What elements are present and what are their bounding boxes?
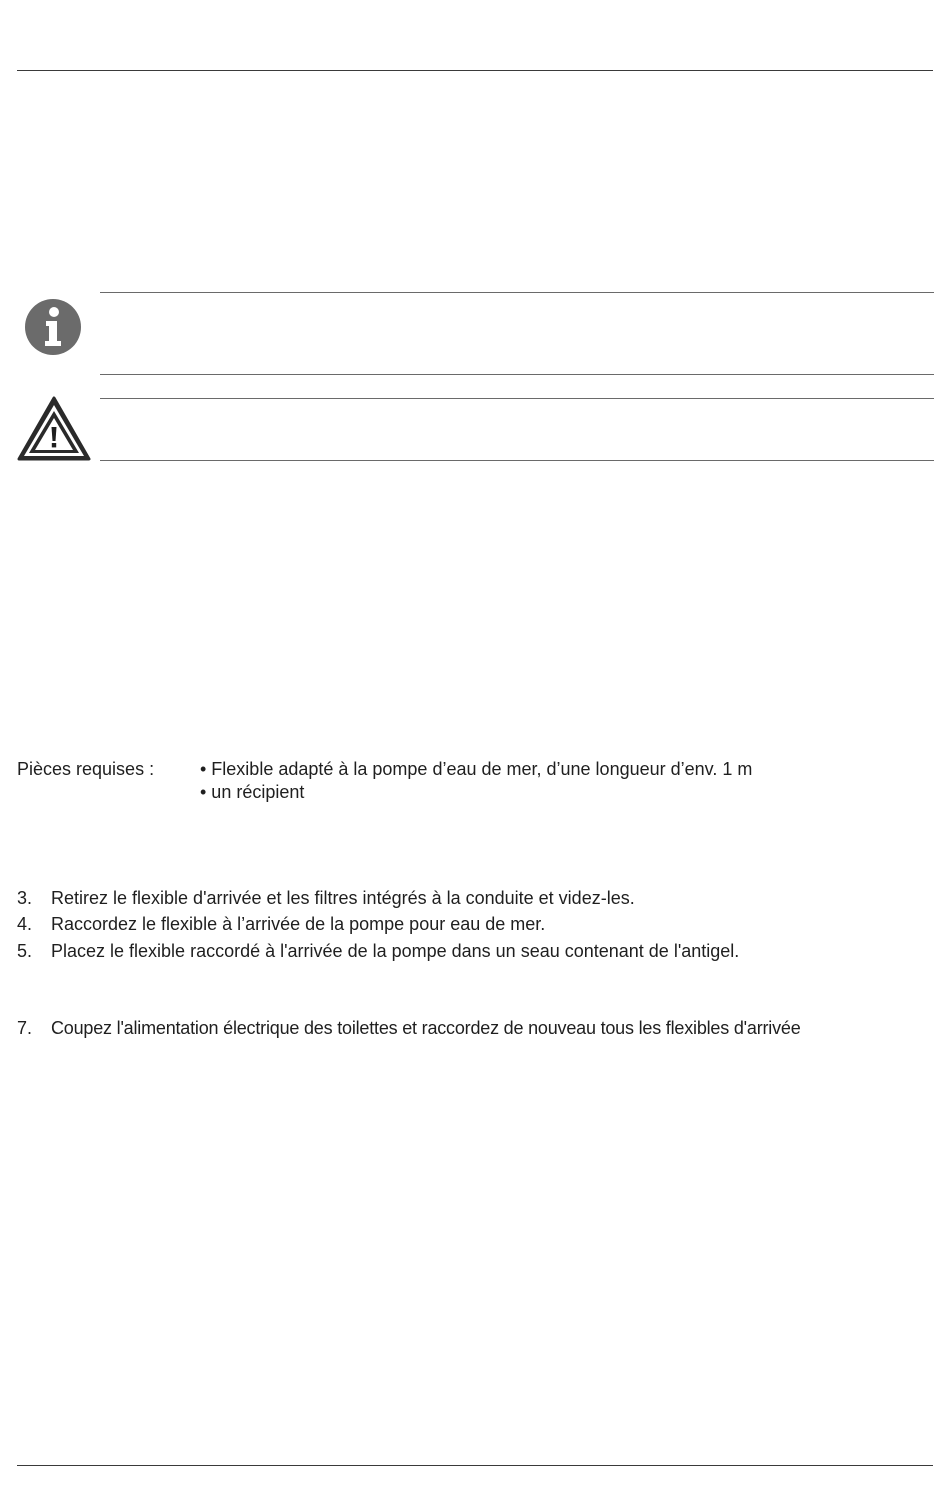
header-rule — [17, 70, 933, 71]
step-number: 7. — [17, 1018, 33, 1038]
step-text: Raccordez le flexible à l’arrivée de la pompe pour eau de mer. — [51, 914, 546, 934]
parts-label: Pièces requises : — [17, 759, 155, 779]
step-number: 5. — [17, 941, 33, 961]
warning-note-bottom-rule — [100, 460, 934, 461]
step-text: Placez le flexible raccordé à l'arrivée de la pompe dans un seau contenant de l'antigel. — [51, 941, 740, 961]
info-note-top-rule — [100, 292, 934, 293]
parts-item: • Flexible adapté à la pompe d’eau de mer, d’une longueur d’env. 1 m — [200, 759, 753, 779]
info-icon — [24, 298, 82, 356]
step-number: 4. — [17, 914, 33, 934]
step-text: Coupez l'alimentation électrique des toilettes et raccordez de nouveau tous les flexibles d'arrivée — [51, 1018, 801, 1038]
warning-icon — [16, 395, 92, 463]
info-note-bottom-rule — [100, 374, 934, 375]
step-text: Retirez le flexible d'arrivée et les filtres intégrés à la conduite et videz-les. — [51, 888, 635, 908]
footer-rule — [17, 1465, 933, 1466]
step-number: 3. — [17, 888, 33, 908]
parts-item: • un récipient — [200, 782, 305, 802]
warning-note-top-rule — [100, 398, 934, 399]
